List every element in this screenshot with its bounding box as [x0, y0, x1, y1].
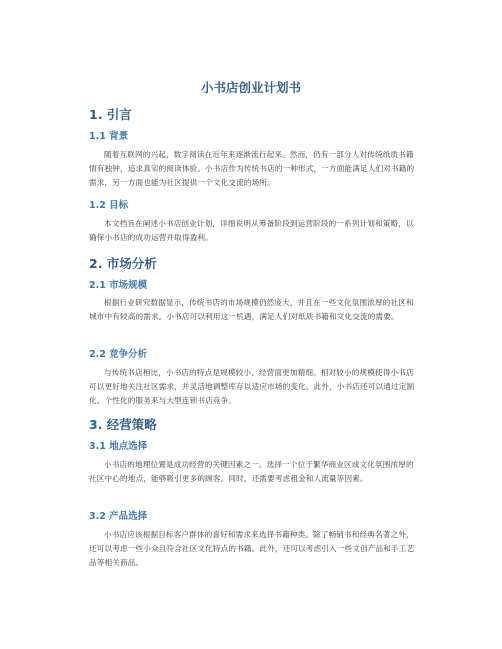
- paragraph-competition: 与传统书店相比，小书店的特点是规模较小、经营面更加精细。相对较小的规模使得小书店可以更好地关注社区需求，并灵活地调整库存以适应市场的变化。此外，小书店还可以通过定制化、个性化的服务来与大型连锁书店竞争。: [89, 368, 415, 405]
- subsection-heading-background: 1.1 背景: [89, 131, 129, 142]
- paragraph-goal: 本文档旨在阐述小书店创业计划，详细说明从筹备阶段到运营阶段的一系列计划和策略，以确保小书店的成功运营并取得盈利。: [89, 219, 414, 242]
- document-title: 小书店创业计划书: [200, 80, 301, 95]
- section-heading-introduction: 1. 引言: [89, 107, 132, 122]
- subsection-heading-market-size: 2.1 市场规模: [89, 280, 148, 291]
- subsection-heading-location: 3.1 地点选择: [89, 441, 148, 452]
- subsection-heading-product-selection: 3.2 产品选择: [89, 511, 148, 522]
- subsection-heading-goal: 1.2 目标: [89, 200, 129, 211]
- subsection-heading-competition: 2.2 竞争分析: [89, 349, 148, 360]
- paragraph-background: 随着互联网的兴起，数字阅读在近年来逐渐流行起来。然而，仍有一部分人对传统纸质书籍情有独钟，追求真实的阅读体验。小书店作为传统书店的一种形式，一方面能满足人们对书籍的需求，另一方面也能为社区提供一个文化交流的场所。: [89, 150, 415, 187]
- section-heading-business-strategy: 3. 经营策略: [89, 417, 157, 432]
- paragraph-market-size: 根据行业研究数据显示，传统书店的市场规模仍然庞大，并且在一些文化氛围浓厚的社区和城市中有较高的需求。小书店可以利用这一机遇，满足人们对纸质书籍和文化交流的需要。: [89, 298, 414, 321]
- paragraph-product-selection: 小书店应该根据目标客户群体的喜好和需求来选择书籍种类。除了畅销书和经典名著之外，还可以考虑一些小众且符合社区文化特点的书籍。此外，还可以考虑引入一些文创产品和手工艺品等相关商品。: [89, 530, 415, 567]
- paragraph-location: 小书店的地理位置是成功经营的关键因素之一。选择一个位于繁华商业区或文化氛围浓厚的社区中心的地点，能够吸引更多的顾客。同时，还需要考虑租金和人流量等因素。: [89, 460, 414, 483]
- section-heading-market-analysis: 2. 市场分析: [89, 256, 157, 271]
